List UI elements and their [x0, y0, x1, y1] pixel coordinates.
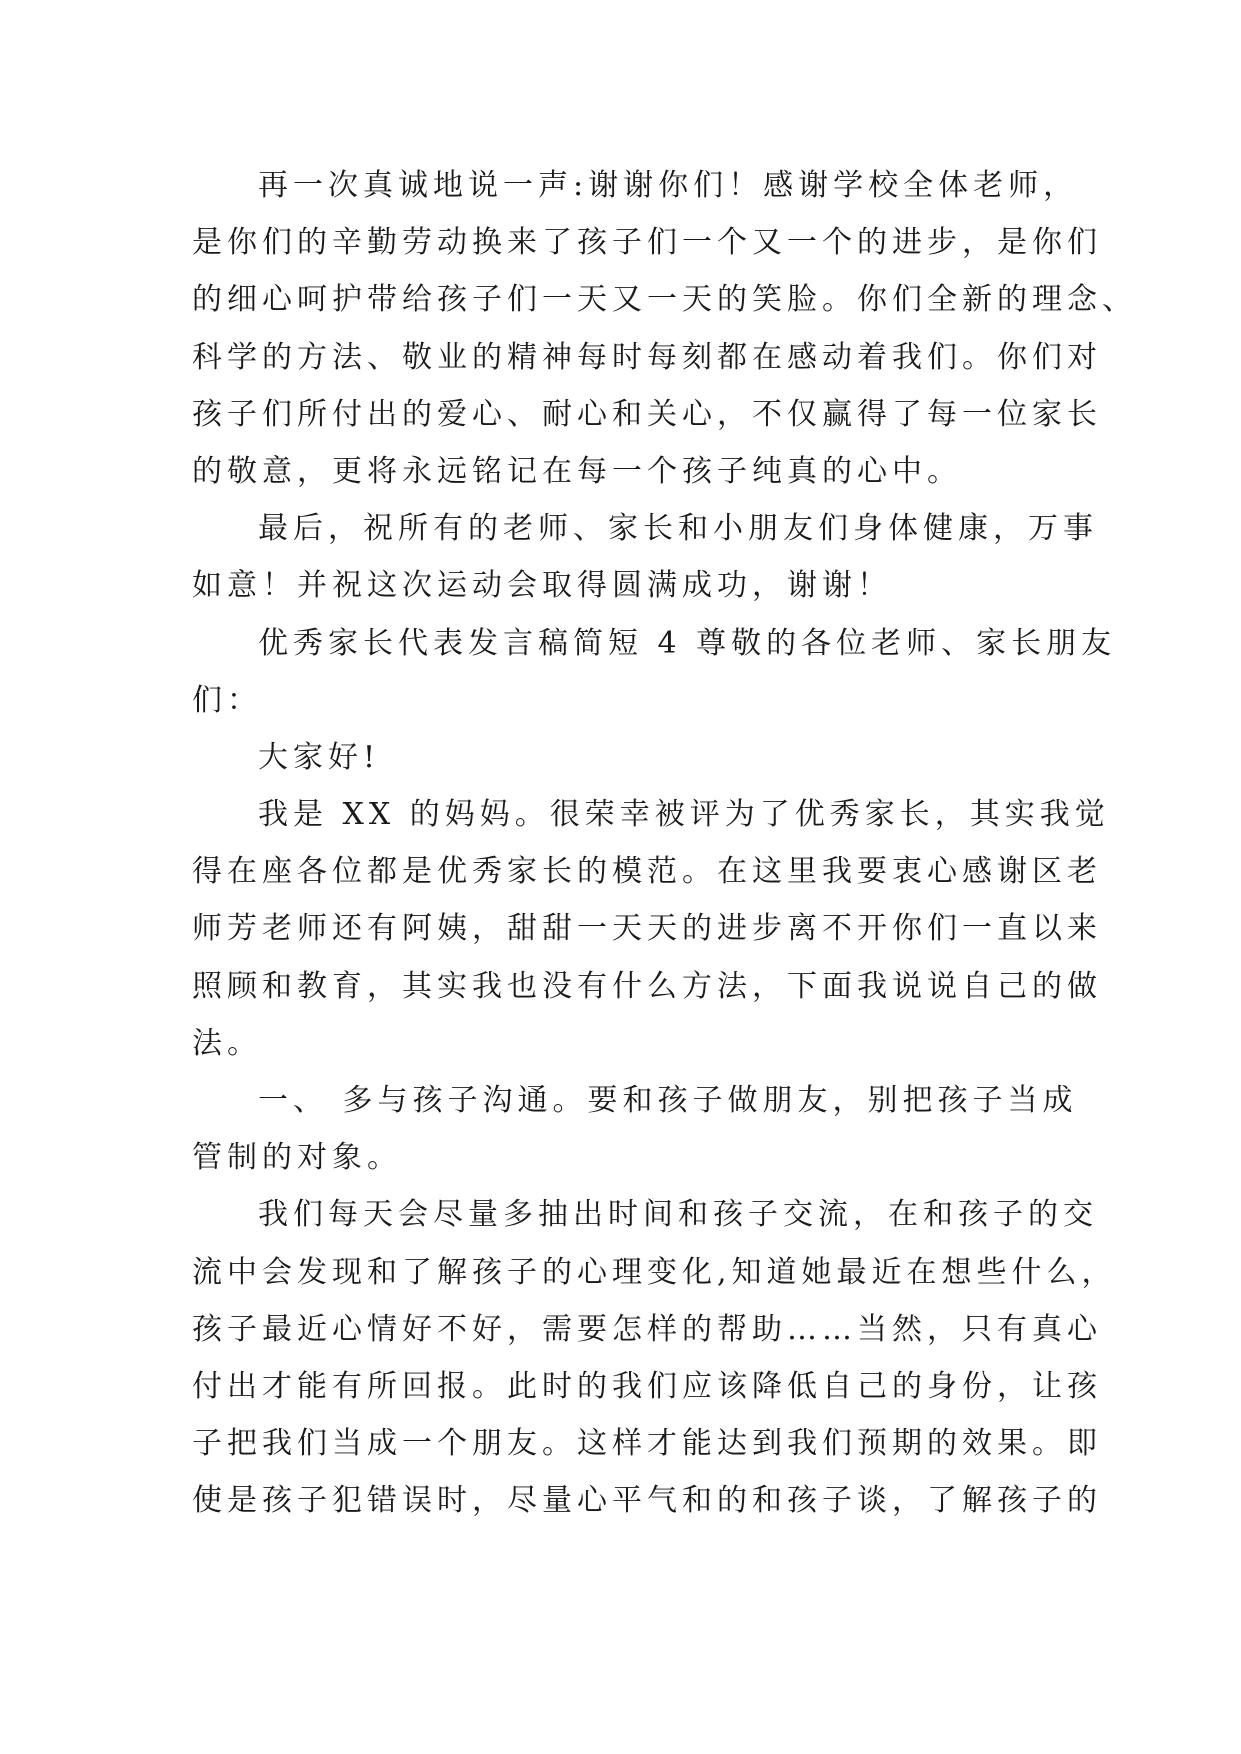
- text-line: 的细心呵护带给孩子们一天又一天的笑脸。你们全新的理念、: [192, 282, 1137, 318]
- text-line: 科学的方法、敬业的精神每时每刻都在感动着我们。你们对: [192, 339, 1102, 375]
- text-line: 孩子最近心情好不好，需要怎样的帮助……当然，只有真心: [192, 1311, 1102, 1347]
- document-body: [192, 157, 1137, 1530]
- text-line: 大家好!: [258, 739, 381, 775]
- text-line: 我们每天会尽量多抽出时间和孩子交流，在和孩子的交: [258, 1197, 1098, 1233]
- text-line: 管制的对象。: [192, 1140, 402, 1176]
- text-line: 法。: [192, 1025, 262, 1061]
- text-line: 的敬意，更将永远铭记在每一个孩子纯真的心中。: [192, 453, 962, 489]
- text-line: 照顾和教育，其实我也没有什么方法，下面我说说自己的做: [192, 968, 1102, 1004]
- text-line: 师芳老师还有阿姨，甜甜一天天的进步离不开你们一直以来: [192, 911, 1102, 947]
- text-line: 我是 XX 的妈妈。很荣幸被评为了优秀家长，其实我觉: [258, 797, 1110, 833]
- text-line: 子把我们当成一个朋友。这样才能达到我们预期的效果。即: [192, 1426, 1102, 1462]
- text-line: 最后，祝所有的老师、家长和小朋友们身体健康，万事: [258, 511, 1098, 547]
- text-line: 得在座各位都是优秀家长的模范。在这里我要衷心感谢区老: [192, 854, 1102, 890]
- text-line: 使是孩子犯错误时，尽量心平气和的和孩子谈，了解孩子的: [192, 1483, 1102, 1519]
- text-line: 再一次真诚地说一声:谢谢你们！感谢学校全体老师，: [258, 168, 1079, 203]
- text-line: 孩子们所付出的爱心、耐心和关心，不仅赢得了每一位家长: [192, 396, 1102, 432]
- text-line: 是你们的辛勤劳动换来了孩子们一个又一个的进步，是你们: [192, 225, 1102, 261]
- text-line: 优秀家长代表发言稿简短 4 尊敬的各位老师、家长朋友: [258, 625, 1117, 661]
- text-line: 如意！并祝这次运动会取得圆满成功，谢谢！: [192, 568, 892, 604]
- text-line: 付出才能有所回报。此时的我们应该降低自己的身份，让孩: [192, 1368, 1102, 1404]
- text-line: 一、 多与孩子沟通。要和孩子做朋友，别把孩子当成: [258, 1083, 1078, 1118]
- text-line: 们：: [192, 682, 262, 718]
- text-line: 流中会发现和了解孩子的心理变化,知道她最近在想些什么，: [192, 1254, 1117, 1290]
